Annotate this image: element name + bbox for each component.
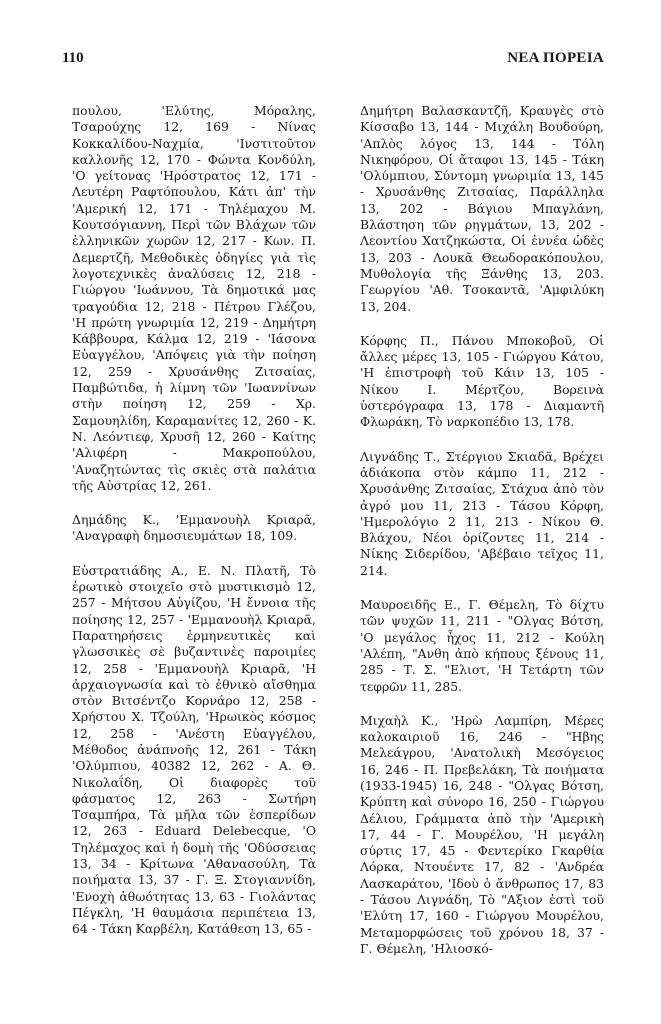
index-entry: πουλου, 'Ελύτης, Μόραλης, Τσαρούχης 12, 169 - Νίνας Κοκκαλίδου-Ναχμία, 'Ινστιτοῦτον καλλονῆς 12, 170 - Φώντα Κονδύλη, 'Ο γείτονας 'Ηρόστρατος 12, 171 - Λευτέρη Ραφτόπουλου, Κάτι ἀπ' τὴν 'Αμερική 12, 171 - Τηλέμαχου Μ. Κουτσόγιαννη, Περὶ τῶν Βλάχων τῶν ἑλληνικῶν χωρῶν 12, 217 - Κων. Π. Δεμερτζῆ, Μεθοδικὲς ὁδηγίες γιὰ τὶς λογοτεχνικὲς ἀναλύσεις 12, 218 - Γιώργου 'Ιωάννου, Τὰ δημοτικά μας τραγούδια 12, 218 - Πέτρου Γλέζου, 'Η πρώτη γνωριμία 12, 219 - Δημήτρη Κάββουρα, Κάλμα 12, 219 - 'Ιάσονα Εὐαγγέλου, 'Απόψεις γιὰ τὴν ποίηση 12, 259 - Χρυσάνθης Ζιτσαίας, Παμβώτιδα, ἡ λίμνη τῶν 'Ιωαννίνων στὴν ποίηση 12, 259 - Χρ. Σαμουηλίδη, Καραμανίτες 12, 260 - Κ. Ν. Λεόντιεφ, Χρυσῆ 12, 260 - Καίτης 'Αλιφέρη - Μακροπούλου, 'Αναζητώντας τὶς σκιὲς στὰ παλάτια τῆς Αὐστρίας 12, 261. [72,103,316,493]
page-header [62,50,604,72]
right-column [350,103,604,975]
index-entry: Μαυροειδῆς Ε., Γ. Θέμελη, Τὸ δίχτυ τῶν ψυχῶν 11, 211 - "Ολγας Βότση, 'Ο μεγάλος ἦχος 11, 212 - Κούλη 'Αλέπη, "Ανθη ἀπὸ κήπους ξένους 11, 285 - Τ. Σ. "Ελιοτ, 'Η Τετάρτη τῶν τεφρῶν 11, 285. [360,597,604,694]
page-number: 110 [62,50,84,66]
journal-title: ΝΕΑ ΠΟΡΕΙΑ [507,50,604,66]
index-entry: Εὐστρατιάδης Α., Ε. Ν. Πλατῆ, Τὸ ἐρωτικὸ στοιχεῖο στὸ μυστικισμὸ 12, 257 - Μήτσου Αὐγίζου, 'Η ἔννοια τῆς ποίησης 12, 257 - 'Εμμανουὴλ Κριαρᾶ, Παρατηρήσεις ἑρμηνευτικὲς καὶ γλωσσικὲς σὲ βυζαντινὲς παροιμίες 12, 258 - 'Εμμανουὴλ Κριαρᾶ, 'Η ἀρχαιογνωσία καὶ τὸ ἐθνικὸ αἴσθημα στὸν Βιτσέντζο Κορνάρο 12, 258 - Χρήστου Χ. Τζούλη, 'Ηρωικὸς κόσμος 12, 258 - 'Ανέστη Εὐαγγέλου, Μέθοδος ἀνάπνοῆς 12, 261 - Τάκη 'Ολύμπιου, 40382 12, 262 - Α. Θ. Νικολαΐδη, Οἱ διαφορὲς τοῦ φάσματος 12, 263 - Σωτήρη Τσαμπήρα, Τὰ μῆλα τῶν ἑσπερίδων 12, 263 - Eduard Delebecque, 'Ο Τηλέμαχος καὶ ἡ δομὴ τῆς 'Οδύσσειας 13, 34 - Κρίτωνα 'Αθανασούλη, Τὰ ποιήματα 13, 37 - Γ. Ξ. Στογιαννίδη, 'Ενοχὴ ἀθωότητας 13, 63 - Γιολάντας Πέγκλη, 'Η θαυμάσια περιπέτεια 13, 64 - Τάκη Καρβέλη, Κατάθεση 13, 65 - [72,562,316,937]
left-column [62,103,316,956]
index-entry: Δημήτρη Βαλασκαντζῆ, Κραυγὲς στὸ Κίσσαβο 13, 144 - Μιχάλη Βουδούρη, 'Απλὸς λόγος 13, 144 - Τόλη Νικηφόρου, Οἱ ἄταφοι 13, 145 - Τάκη 'Ολύμπιου, Σύντομη γνωριμία 13, 145 - Χρυσάνθης Ζιτσαίας, Παράλληλα 13, 202 - Βάγιου Μπαγλάνη, Βλάστηση τῶν ρηγμάτων, 13, 202 - Λεοντίου Χατζηκώστα, Οἱ ἐννέα ὠδὲς 13, 203 - Λουκᾶ Θεωδορακόπουλου, Μυθολογία τῆς Ξάνθης 13, 203. Γεωργίου 'Αθ. Τσοκαντᾶ, 'Αμφιλύκη 13, 204. [360,103,604,314]
index-entry: Μιχαὴλ Κ., 'Ηρὼ Λαμπίρη, Μέρες καλοκαιριοῦ 16, 246 - "Ηβης Μελεάγρου, 'Ανατολικὴ Μεσόγειος 16, 246 - Π. Πρεβελάκη, Τὰ ποιήματα (1933-1945) 16, 248 - "Ολγας Βότση, Κρύπτη καὶ σύνορο 16, 250 - Γιώργου Δέλιου, Γράμματα ἀπὸ τὴν 'Αμερικὴ 17, 44 - Γ. Μουρέλου, 'Η μεγάλη σύρτις 17, 45 - Φεντερίκο Γκαρθία Λόρκα, Ντουέντε 17, 82 - 'Ανδρέα Λασκαράτου, 'Ιδοὺ ὁ ἄνθρωπος 17, 83 - Τάσου Λιγνάδη, Τὸ "Αξιον ἐστὶ τοῦ 'Ελύτη 17, 160 - Γιώργου Μουρέλου, Μεταμορφώσεις τοῦ χρόνου 18, 37 - Γ. Θέμελη, 'Ηλιοσκό- [360,712,604,956]
index-entry: Κόρφης Π., Πάνου Μποκοβοῦ, Οἱ ἄλλες μέρες 13, 105 - Γιώργου Κάτου, 'Η ἐπιστροφὴ τοῦ Κάιν 13, 105 - Νίκου Ι. Μέρτζου, Βορεινὰ ὑστερόγραφα 13, 178 - Διαμαντῆ Φλωράκη, Τὸ ναρκοπέδιο 13, 178. [360,332,604,430]
index-entry: Λιγνάδης Τ., Στέργιου Σκιαδᾶ, Βρέχει ἀδιάκοπα στὸν κάμπο 11, 212 - Χρυσάνθης Ζιτσαίας, Στάχυα ἀπὸ τὸν ἀγρό μου 11, 213 - Τάσου Κόρφη, 'Ημερολόγιο 2 11, 213 - Νίκου Θ. Βλάχου, Νέοι ὁρίζοντες 11, 214 - Νίκης Σιδερίδου, 'Αβέβαιο τεῖχος 11, 214. [360,448,604,578]
index-entry: Δημάδης Κ., 'Εμμανουὴλ Κριαρᾶ, 'Αναγραφὴ δημοσιευμάτων 18, 109. [72,512,316,544]
